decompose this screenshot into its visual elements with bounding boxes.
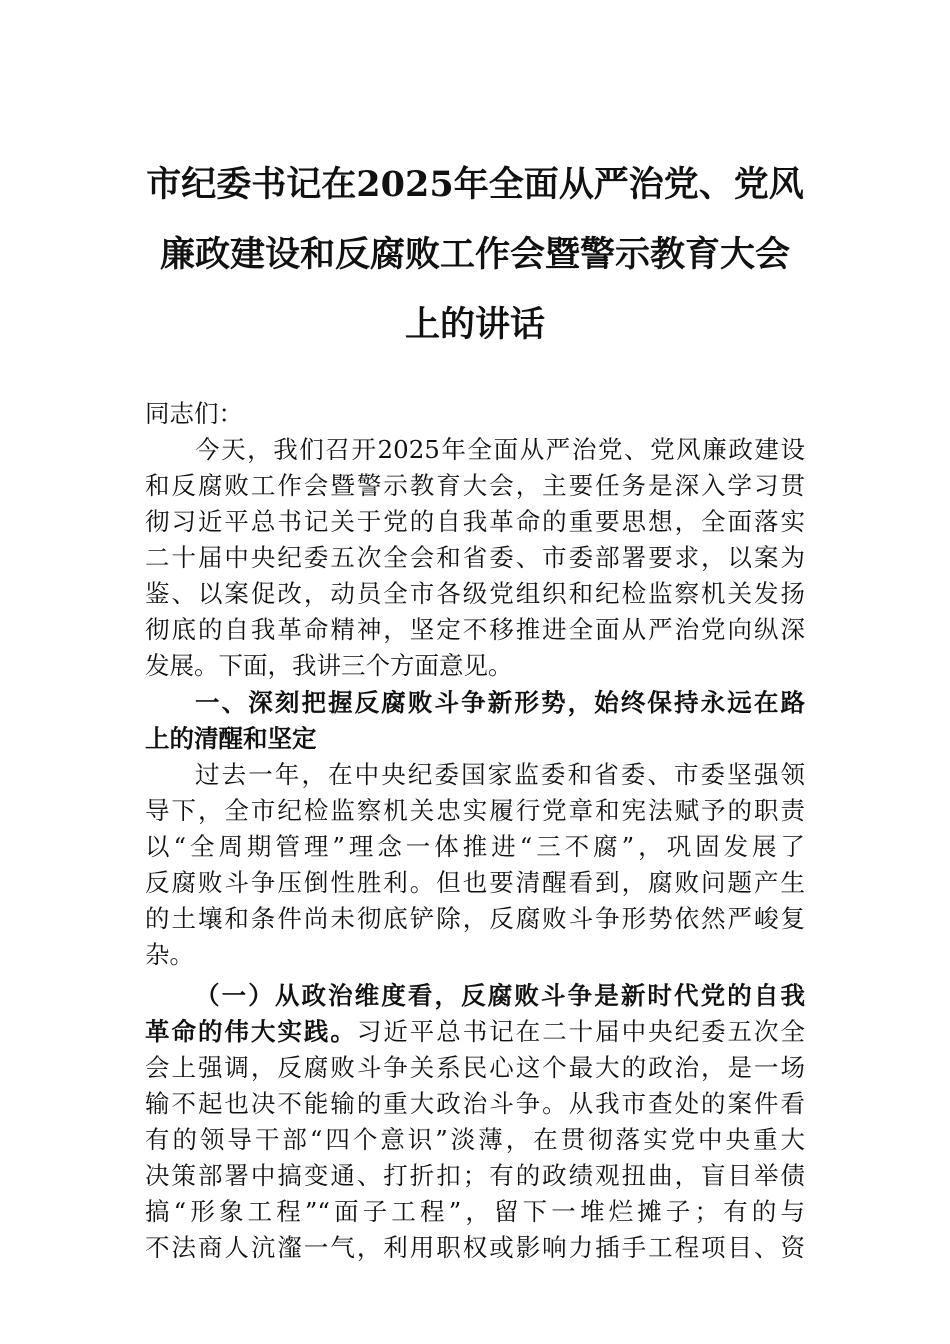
subsection-paragraph-line: 会上强调，反腐败斗争关系民心这个最大的政治，是一场 — [145, 1053, 805, 1082]
section-paragraph-line: 杂。 — [145, 940, 194, 969]
subsection-lead-line: （一）从政治维度看，反腐败斗争是新时代党的自我 — [195, 981, 805, 1010]
intro-line: 和反腐败工作会暨警示教育大会，主要任务是深入学习贯 — [145, 471, 805, 500]
subsection-paragraph-line: 输不起也决不能输的重大政治斗争。从我市查处的案件看 — [145, 1089, 805, 1118]
salutation: 同志们： — [145, 399, 243, 428]
section-heading-line: 一、深刻把握反腐败斗争新形势，始终保持永远在路 — [195, 688, 805, 717]
document-title-line-2: 廉政建设和反腐败工作会暨警示教育大会 — [159, 234, 790, 275]
section-paragraph-line: 导下，全市纪检监察机关忠实履行党章和宪法赋予的职责 — [145, 796, 805, 825]
subsection-paragraph-line: 有的领导干部“四个意识”淡薄，在贯彻落实党中央重大 — [145, 1125, 805, 1154]
section-paragraph-line: 反腐败斗争压倒性胜利。但也要清醒看到，腐败问题产生 — [145, 868, 805, 897]
section-paragraph-line: 的土壤和条件尚未彻底铲除，反腐败斗争形势依然严峻复 — [145, 904, 805, 933]
section-heading-line: 上的清醒和坚定 — [145, 724, 317, 753]
intro-line: 发展。下面，我讲三个方面意见。 — [145, 651, 513, 680]
intro-line: 今天，我们召开2025年全面从严治党、党风廉政建设 — [195, 435, 805, 464]
section-paragraph-line: 过去一年，在中央纪委国家监委和省委、市委坚强领 — [195, 760, 805, 789]
subsection-paragraph-line: 搞“形象工程”“面子工程”，留下一堆烂摊子；有的与 — [145, 1197, 805, 1226]
intro-line: 彻习近平总书记关于党的自我革命的重要思想，全面落实 — [145, 507, 805, 536]
subsection-line-mixed — [145, 1014, 805, 1050]
section-paragraph-line: 以“全周期管理”理念一体推进“三不腐”，巩固发展了 — [145, 832, 805, 861]
intro-line: 彻底的自我革命精神，坚定不移推进全面从严治党向纵深 — [145, 615, 805, 644]
document-title-line-3: 上的讲话 — [404, 304, 545, 345]
document-title-line-1: 市纪委书记在2025年全面从严治党、党风 — [146, 164, 804, 205]
subsection-paragraph-line: 不法商人沆瀣一气，利用职权或影响力插手工程项目、资 — [145, 1233, 805, 1262]
subsection-paragraph-line: 决策部署中搞变通、打折扣；有的政绩观扭曲，盲目举债 — [145, 1161, 805, 1190]
intro-line: 二十届中央纪委五次全会和省委、市委部署要求，以案为 — [145, 543, 805, 572]
intro-line: 鉴、以案促改，动员全市各级党组织和纪检监察机关发扬 — [145, 579, 805, 608]
subsection-lead-bold: 革命的伟大实践。 — [145, 1017, 357, 1046]
subsection-lead-rest: 习近平总书记在二十届中央纪委五次全 — [356, 1017, 806, 1046]
